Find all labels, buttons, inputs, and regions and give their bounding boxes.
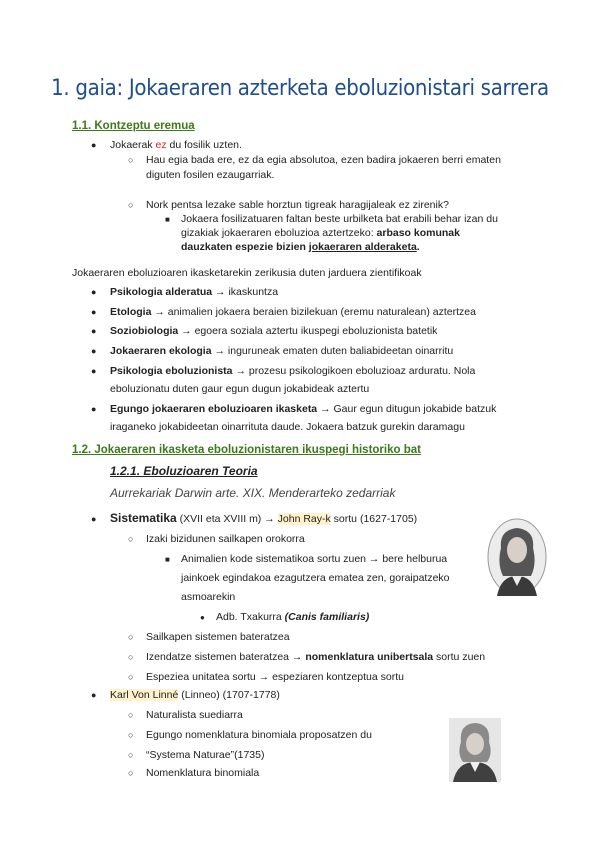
text-line: Izaki bizidunen sailkapen orokorra bbox=[146, 533, 305, 545]
text-line bbox=[216, 610, 369, 624]
text-span: Jokaerak bbox=[110, 139, 156, 151]
bullet-disc bbox=[91, 324, 96, 338]
bullet-circle bbox=[128, 153, 133, 167]
definition: → egoera soziala aztertu ikuspegi eboluzionista batetik bbox=[178, 325, 438, 337]
bullet-square bbox=[165, 212, 170, 227]
text-line: Naturalista suediarra bbox=[146, 709, 243, 721]
text-line: diguten fosilen ezaugarriak. bbox=[146, 169, 275, 181]
portrait-icon bbox=[449, 718, 501, 782]
bullet-disc bbox=[91, 305, 96, 319]
portrait-icon bbox=[487, 518, 547, 596]
definition: → inguruneak ematen duten baliabideetan oinarritu bbox=[211, 345, 454, 357]
list-item bbox=[110, 344, 453, 358]
text-line: Espeziea unitatea sortu → espeziaren kontzeptua sortu bbox=[146, 671, 404, 683]
highlighted-name: John Ray-k bbox=[277, 513, 331, 525]
text-line: jainkoek egindakoa ezagutzera ematea zen, goraipatzeko bbox=[181, 572, 450, 584]
bullet-disc bbox=[91, 364, 96, 378]
bullet-circle bbox=[128, 630, 133, 644]
bullet-circle bbox=[128, 728, 133, 742]
text-line: Animalien kode sistematikoa sortu zuen → bere helburua bbox=[181, 553, 448, 565]
term: Psikologia alderatua bbox=[110, 286, 213, 298]
bullet-disc bbox=[91, 402, 96, 416]
text-line bbox=[181, 226, 460, 240]
text-span: sortu zuen bbox=[433, 651, 486, 663]
text-span: sortu (1627-1705) bbox=[330, 513, 418, 525]
highlight-red-text: ez bbox=[155, 139, 167, 151]
section-heading-1-1: 1.1. Kontzeptu eremua bbox=[72, 120, 195, 132]
text-span: gizakiak jokaeraren eboluzioa aztertzeko: bbox=[181, 227, 377, 239]
portrait-john-ray bbox=[487, 518, 547, 596]
bullet-square bbox=[165, 552, 170, 567]
bullet-circle bbox=[128, 198, 133, 212]
text-line: Sailkapen sistemen bateratzea bbox=[146, 631, 290, 643]
text-line bbox=[146, 650, 485, 664]
text-span: du fosilik uzten. bbox=[166, 139, 242, 151]
bullet-disc bbox=[91, 344, 96, 358]
list-item-sistematika bbox=[110, 511, 417, 526]
bullet-circle bbox=[128, 708, 133, 722]
text-span: . bbox=[416, 241, 420, 253]
definition: → animalien jokaera beraien bizilekuan (eremu naturalean) aztertzea bbox=[151, 306, 476, 318]
text-span: (Linneo) (1707-1778) bbox=[178, 689, 280, 701]
latin-name: (Canis familiaris) bbox=[284, 611, 370, 623]
bullet-circle bbox=[128, 650, 133, 664]
list-item-linne bbox=[110, 688, 280, 702]
portrait-linne bbox=[449, 718, 501, 782]
term: Jokaeraren ekologia bbox=[110, 345, 212, 357]
subsection-heading-1-2-1: 1.2.1. Eboluzioaren Teoria bbox=[110, 464, 258, 478]
bold-text: dauzkaten espezie bizien bbox=[181, 241, 309, 253]
definition: → prozesu psikologikoen eboluzioaz arduratu. Nola bbox=[232, 365, 476, 377]
text-line: asmoarekin bbox=[181, 591, 236, 603]
bold-text: arbaso komunak bbox=[376, 227, 460, 239]
highlighted-name: Karl Von Linné bbox=[110, 689, 179, 701]
intro-text: Jokaeraren eboluzioaren ikasketarekin zerikusia duten jarduera zientifikoak bbox=[72, 267, 422, 279]
list-item bbox=[110, 324, 437, 338]
list-item bbox=[110, 285, 278, 299]
list-item bbox=[110, 305, 476, 319]
bullet-disc bbox=[91, 512, 96, 526]
term: Sistematika bbox=[110, 511, 177, 525]
bullet-circle bbox=[128, 766, 133, 780]
underlined-bold-text: jokaeraren alderaketa bbox=[308, 241, 417, 253]
text-span: Izendatze sistemen bateratzea → bbox=[146, 651, 306, 663]
list-item bbox=[110, 364, 475, 378]
bold-text: nomenklatura unibertsala bbox=[305, 651, 434, 663]
definition: → ikaskuntza bbox=[212, 286, 279, 298]
section-heading-1-2: 1.2. Jokaeraren ikasketa eboluzionistaren ikuspegi historiko bat bbox=[72, 444, 421, 456]
text-span: Adb. Txakurra bbox=[216, 611, 285, 623]
bullet-circle bbox=[128, 670, 133, 684]
text-line: “Systema Naturae”(1735) bbox=[146, 749, 265, 761]
text-span: (XVII eta XVIII m) → bbox=[176, 513, 278, 525]
term: Psikologia eboluzionista bbox=[110, 365, 233, 377]
subsection-subtitle: Aurrekariak Darwin arte. XIX. Menderarteko zedarriak bbox=[110, 486, 396, 500]
text-line: Jokaera fosilizatuaren faltan beste urbilketa bat erabili behar izan du bbox=[181, 213, 498, 225]
text-line bbox=[181, 240, 420, 254]
list-item-continuation: eboluzionatu duten gaur egun dugun jokabideak aztertu bbox=[110, 383, 370, 395]
text-line: Egungo nomenklatura binomiala proposatzen du bbox=[146, 729, 372, 741]
term: Etologia bbox=[110, 306, 152, 318]
text-line: Nomenklatura binomiala bbox=[146, 767, 260, 779]
text-line: Nork pentsa lezake sable horztun tigreak haragijaleak ez zirenik? bbox=[146, 199, 449, 211]
text-line bbox=[110, 138, 242, 152]
list-item-continuation: iraganeko jokabideetan oinarrituta daude. Jokaera batzuk gurekin daramagu bbox=[110, 421, 465, 433]
bullet-circle bbox=[128, 748, 133, 762]
term: Egungo jokaeraren eboluzioaren ikasketa bbox=[110, 403, 318, 415]
page-title: 1. gaia: Jokaeraren azterketa eboluzionistari sarrera bbox=[51, 76, 549, 101]
text-line: Hau egia bada ere, ez da egia absolutoa, ezen badira jokaeren berri ematen bbox=[146, 154, 501, 166]
bullet-disc bbox=[91, 688, 96, 702]
term: Soziobiologia bbox=[110, 325, 179, 337]
list-item bbox=[110, 402, 496, 416]
definition: → Gaur egun ditugun jokabide batzuk bbox=[317, 403, 497, 415]
bullet-circle bbox=[128, 532, 133, 546]
bullet-disc bbox=[91, 138, 96, 152]
bullet-disc bbox=[91, 285, 96, 299]
bullet-disc-small bbox=[200, 610, 205, 625]
